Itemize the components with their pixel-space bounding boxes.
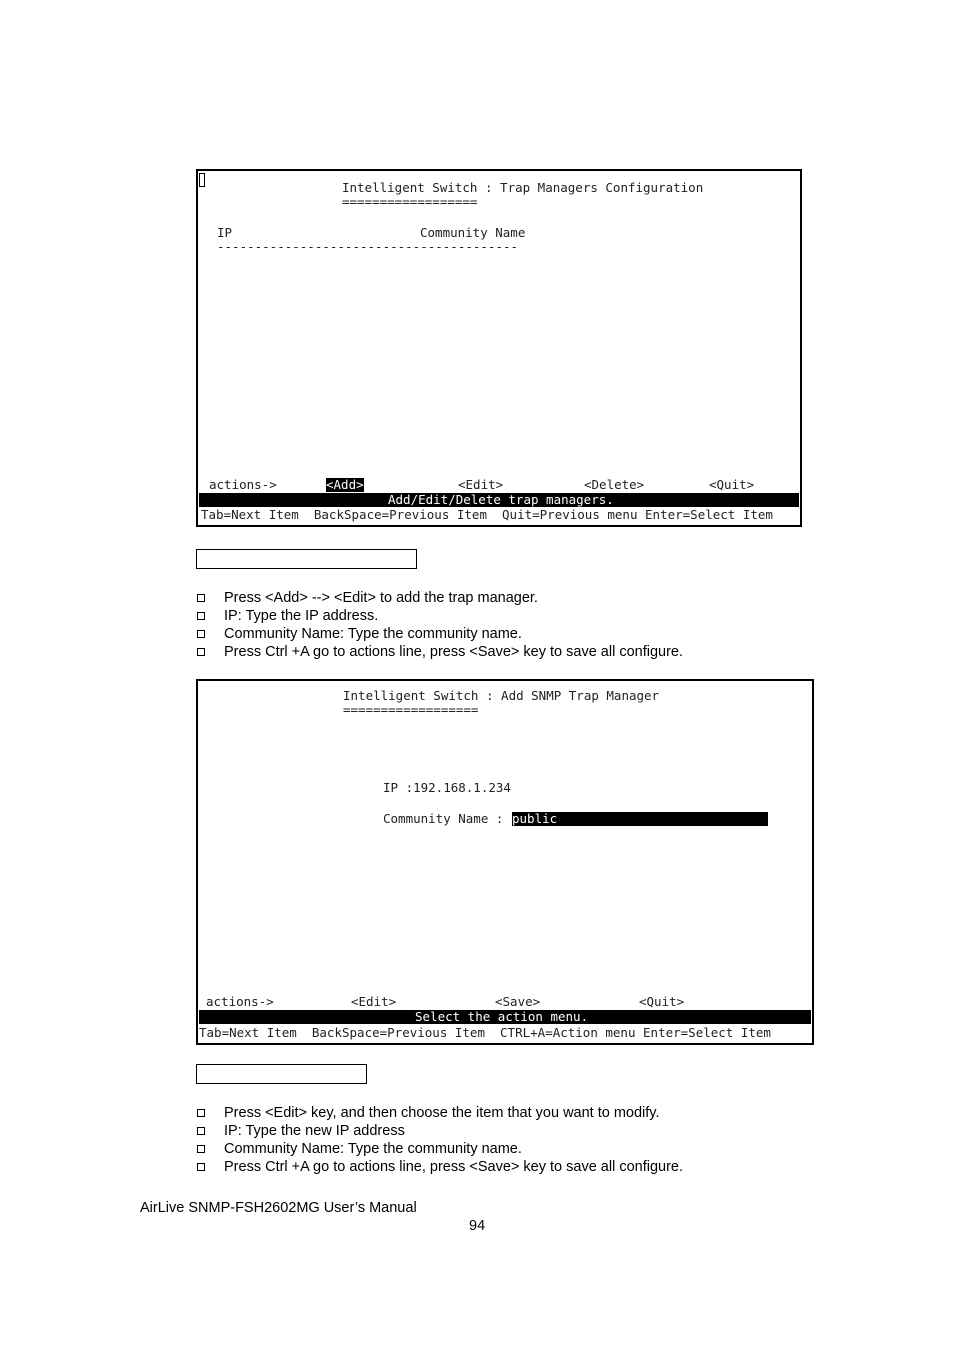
community-name-input[interactable] <box>512 812 768 826</box>
list-item: Press <Add> --> <Edit> to add the trap manager. <box>196 589 683 607</box>
list-item: Press Ctrl +A go to actions line, press <Save> key to save all configure. <box>196 1158 683 1176</box>
checkbox-bullet-icon <box>197 612 205 620</box>
instructions-list-2 <box>196 1104 683 1176</box>
edit-button[interactable]: <Edit> <box>351 994 397 1009</box>
checkbox-bullet-icon <box>197 1145 205 1153</box>
trap-managers-config-screen <box>196 169 802 527</box>
list-item: Press <Edit> key, and then choose the item that you want to modify. <box>196 1104 683 1122</box>
list-item: Community Name: Type the community name. <box>196 625 683 643</box>
list-item: Press Ctrl +A go to actions line, press <Save> key to save all configure. <box>196 643 683 661</box>
community-name-label: Community Name : <box>383 811 504 826</box>
actions-label: actions-> <box>209 477 277 492</box>
column-underline: ---------------------------------------- <box>217 239 519 254</box>
delete-button[interactable]: <Delete> <box>584 477 645 492</box>
column-header-ip: IP <box>217 225 233 240</box>
checkbox-bullet-icon <box>197 648 205 656</box>
checkbox-bullet-icon <box>197 630 205 638</box>
list-item: Community Name: Type the community name. <box>196 1140 683 1158</box>
checkbox-bullet-icon <box>197 1127 205 1135</box>
title-underline: ================== <box>342 194 478 209</box>
actions-label: actions-> <box>206 994 274 1009</box>
list-item: IP: Type the new IP address <box>196 1122 683 1140</box>
screen-title: Intelligent Switch : Trap Managers Configuration <box>342 180 704 195</box>
title-underline: ================== <box>343 702 479 717</box>
quit-button[interactable]: <Quit> <box>709 477 755 492</box>
manual-title: AirLive SNMP-FSH2602MG User’s Manual <box>140 1200 417 1216</box>
community-name-value: public <box>512 811 558 826</box>
screen-title: Intelligent Switch : Add SNMP Trap Manager <box>343 688 660 703</box>
quit-button[interactable]: <Quit> <box>639 994 685 1009</box>
checkbox-bullet-icon <box>197 1163 205 1171</box>
save-button[interactable]: <Save> <box>495 994 541 1009</box>
add-snmp-trap-manager-screen <box>196 679 814 1045</box>
status-text: Select the action menu. <box>415 1009 589 1024</box>
status-bar <box>199 493 799 507</box>
page-number: 94 <box>469 1218 486 1234</box>
terminal-cursor <box>199 173 205 187</box>
column-header-community-name: Community Name <box>420 225 526 240</box>
add-button[interactable]: <Add> <box>326 477 364 492</box>
instructions-list-1 <box>196 589 683 661</box>
checkbox-bullet-icon <box>197 594 205 602</box>
help-line: Tab=Next Item BackSpace=Previous Item Quit=Previous menu Enter=Select Item <box>201 507 773 522</box>
status-text: Add/Edit/Delete trap managers. <box>388 492 614 507</box>
edit-button[interactable]: <Edit> <box>458 477 504 492</box>
status-bar <box>199 1010 811 1024</box>
figure-caption-box <box>196 549 417 569</box>
figure-caption-box <box>196 1064 367 1084</box>
list-item: IP: Type the IP address. <box>196 607 683 625</box>
ip-field[interactable]: IP :192.168.1.234 <box>383 780 511 795</box>
help-line: Tab=Next Item BackSpace=Previous Item CTRL+A=Action menu Enter=Select Item <box>199 1025 771 1040</box>
checkbox-bullet-icon <box>197 1109 205 1117</box>
